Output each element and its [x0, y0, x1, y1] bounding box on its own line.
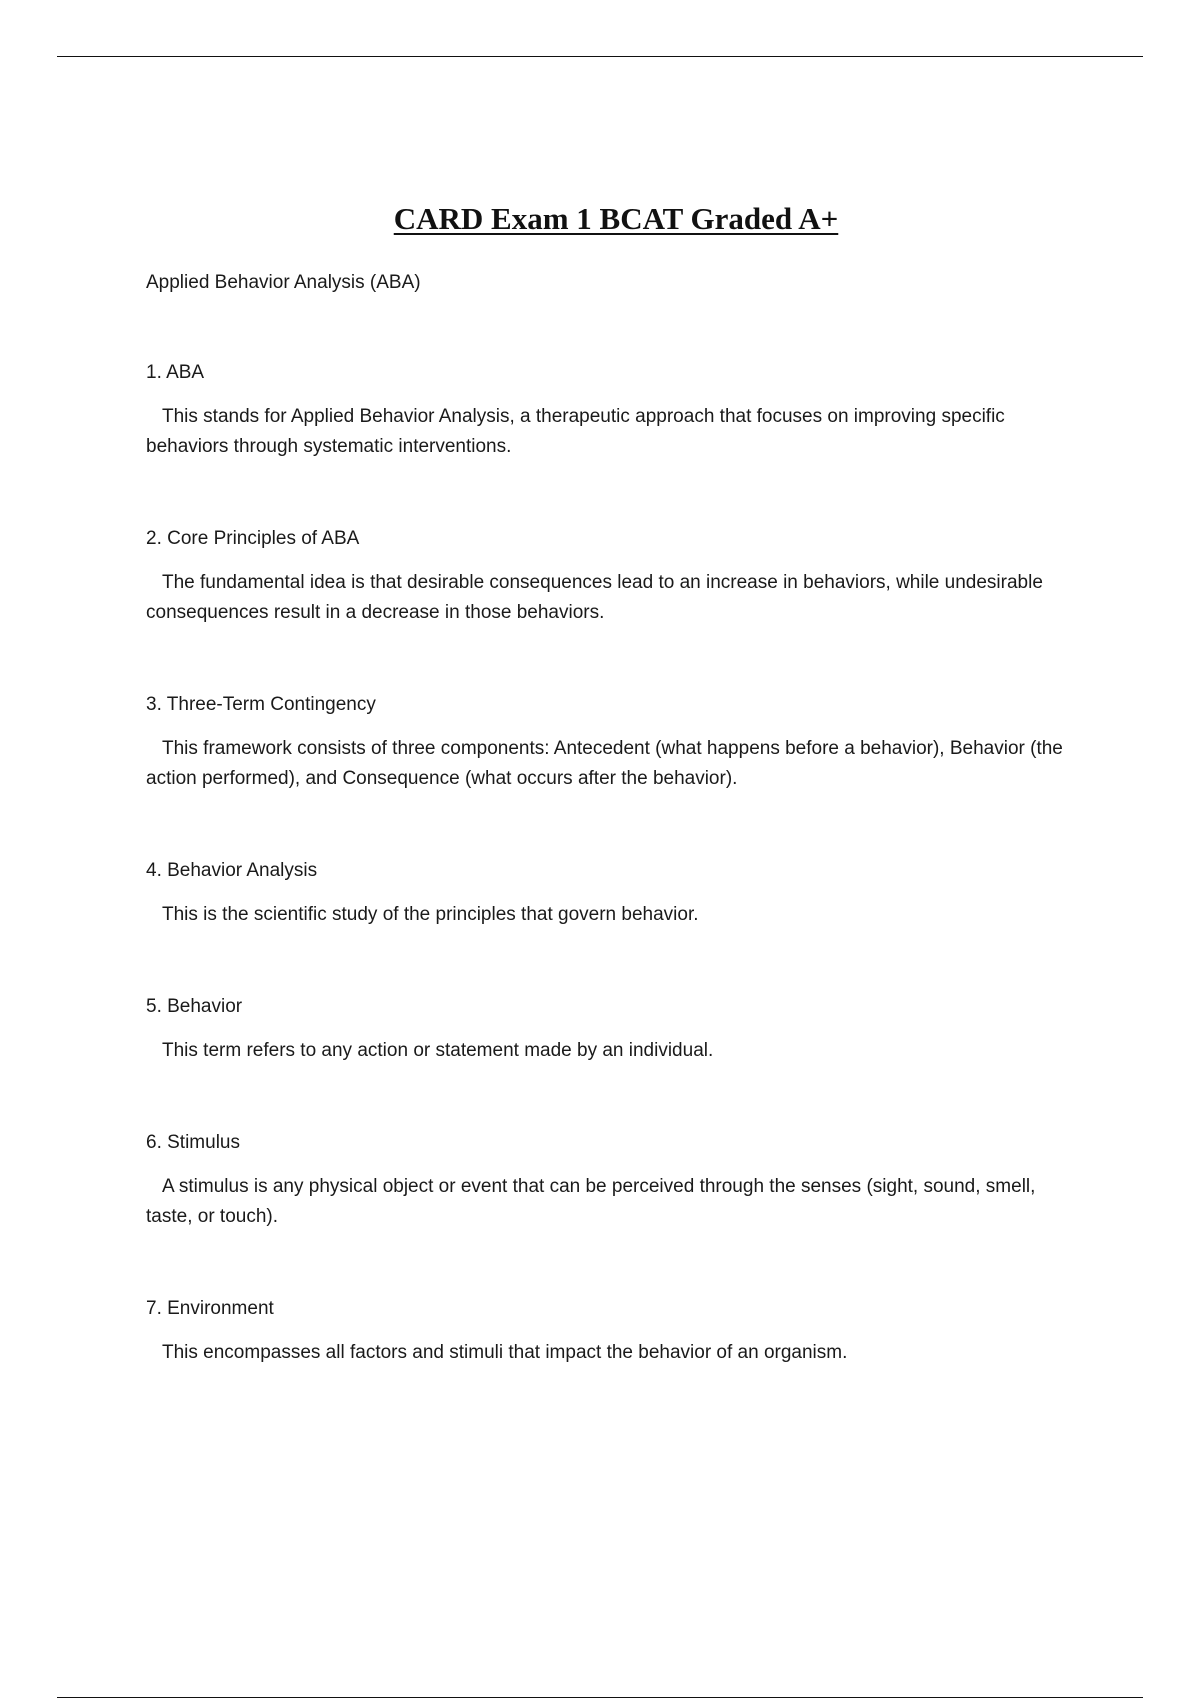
term-heading: 3. Three-Term Contingency — [146, 694, 376, 715]
term-item-behavior — [146, 994, 1086, 1066]
term-heading: 1. ABA — [146, 362, 205, 383]
term-definition: This framework consists of three components: Antecedent (what happens before a behavior), Behavior (the action performed), and Consequence (what occurs after the behavior). — [146, 738, 1063, 789]
term-item-core-principles — [146, 526, 1086, 628]
term-heading: 2. Core Principles of ABA — [146, 528, 360, 549]
term-item-environment — [146, 1296, 1086, 1368]
term-definition: A stimulus is any physical object or event that can be perceived through the senses (sight, sound, smell, taste, or touch). — [146, 1176, 1036, 1227]
term-definition: This stands for Applied Behavior Analysis, a therapeutic approach that focuses on improving specific behaviors through systematic interventions. — [146, 406, 1005, 457]
term-item-stimulus — [146, 1130, 1086, 1232]
term-heading: 6. Stimulus — [146, 1132, 240, 1153]
document-title: CARD Exam 1 BCAT Graded A+ — [393, 201, 839, 236]
term-heading: 7. Environment — [146, 1298, 274, 1319]
term-heading: 4. Behavior Analysis — [146, 860, 318, 881]
header-rule — [57, 56, 1143, 57]
term-definition: This encompasses all factors and stimuli that impact the behavior of an organism. — [162, 1342, 848, 1363]
term-item-aba — [146, 360, 1086, 462]
term-item-three-term-contingency — [146, 692, 1086, 794]
term-definition: This is the scientific study of the principles that govern behavior. — [162, 904, 699, 925]
document-subtitle: Applied Behavior Analysis (ABA) — [146, 272, 421, 293]
term-definition: This term refers to any action or statement made by an individual. — [162, 1040, 714, 1061]
term-heading: 5. Behavior — [146, 996, 243, 1017]
term-item-behavior-analysis — [146, 858, 1086, 930]
term-definition: The fundamental idea is that desirable consequences lead to an increase in behaviors, while undesirable consequences result in a decrease in those behaviors. — [146, 572, 1043, 623]
footer-rule — [57, 1697, 1143, 1698]
